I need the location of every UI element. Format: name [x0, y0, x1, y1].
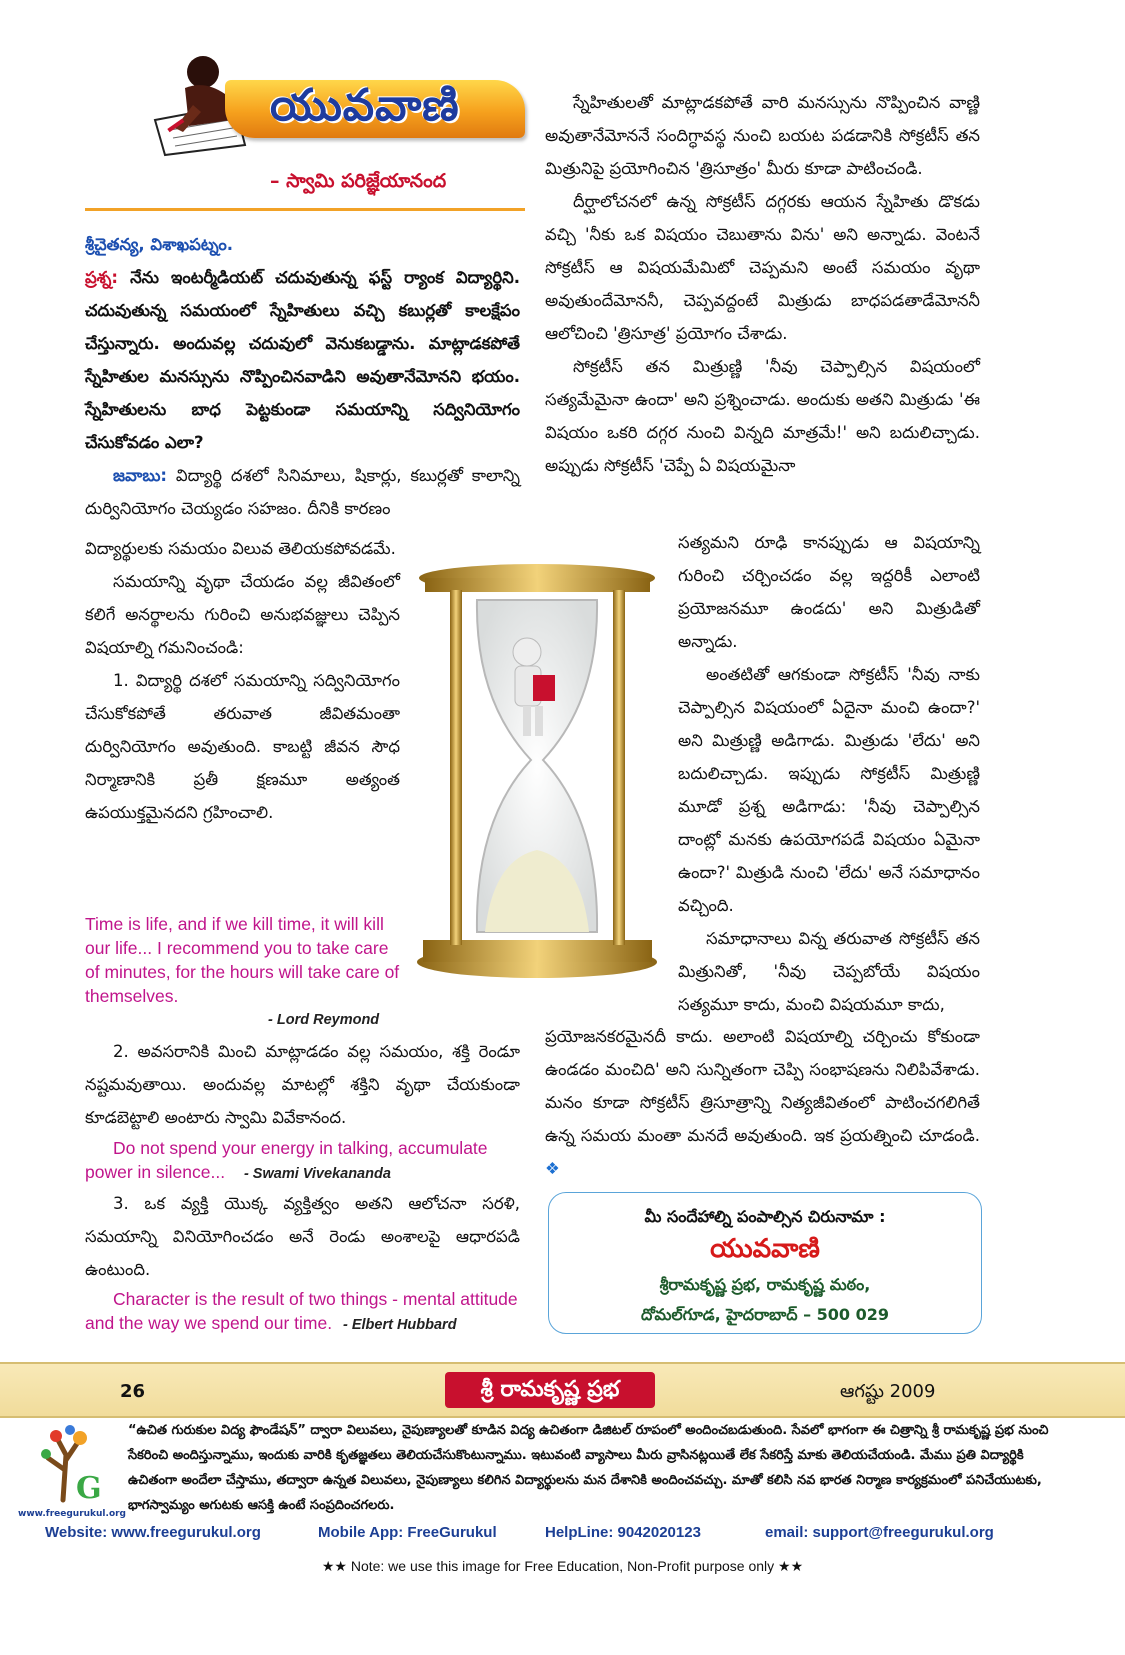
author-name: – స్వామి పరిజ్ఞేయానంద: [270, 170, 447, 192]
quote-1-author: - Lord Reymond: [268, 1012, 380, 1028]
question-text: నేను ఇంటర్మీడియట్ చదువుతున్న ఫస్ట్ ర్యాంక విద్యార్థిని. చదువుతున్న సమయంలో స్నేహితులు వచ్చి కబుర్లతో కాలక్షేపం చేస్తున్నారు. అందువల్ల చదువులో వెనుకబడ్డాను. మాట్లాడకపోతే స్నేహితుల మనస్సును నొప్పించినవాడిని అవుతానేమోనని భయం. స్నేహితులను బాధ పెట్టకుండా సమయాన్ని సద్వినియోగం చేసుకోవడం ఎలా?: [85, 268, 520, 452]
address-label: మీ సందేహాల్ని పంపాల్సిన చిరునామా :: [644, 1207, 886, 1226]
mobile-app-link[interactable]: Mobile App: FreeGurukul: [318, 1524, 497, 1541]
quote-3-author: - Elbert Hubbard: [342, 1317, 457, 1333]
issue-date: ఆగష్టు 2009: [840, 1381, 936, 1402]
answer-line1: విద్యార్థి దశలో సినిమాలు, షికార్లు, కబుర్లతో కాలాన్ని దుర్వినియోగం చెయ్యడం సహజం. దీనికి కారణం: [85, 466, 520, 518]
left-column-mid: [85, 532, 400, 829]
right-paragraph-2: దీర్ఘాలోచనలో ఉన్న సోక్రటీస్ దగ్గరకు ఆయన స్నేహితు డొకడు వచ్చి 'నీకు ఒక విషయం చెబుతాను విను' అని అన్నాడు. వెంటనే సోక్రటీస్ ఆ విషయమేమిటో చెప్పమని అంటే సమయం వృథా అవుతుందేమోననీ, చెప్పవద్దంటే మిత్రుడు బాధపడతాడేమోననీ ఆలోచించి 'త్రిసూత్ర' ప్రయోగం చేశాడు.: [545, 192, 980, 343]
logo-site-text: www.freegurukul.org: [18, 1509, 127, 1519]
website-link[interactable]: Website: www.freegurukul.org: [45, 1524, 261, 1541]
helpline-number[interactable]: HelpLine: 9042020123: [545, 1524, 701, 1541]
quote-2-author: - Swami Vivekananda: [243, 1166, 391, 1182]
quote-3: Character is the result of two things - mental attitude and the way we spend our time.: [85, 1289, 518, 1333]
end-diamond-icon: ❖: [545, 1159, 560, 1178]
question-label: ప్రశ్న:: [85, 268, 118, 287]
yuvavani-banner: [145, 50, 525, 160]
sender-name: శ్రీచైతన్య, విశాఖపట్నం.: [85, 235, 234, 254]
magazine-title: శ్రీ రామకృష్ణ ప్రభ: [445, 1372, 655, 1408]
freegurukul-logo: [18, 1420, 127, 1525]
point-2-block: [85, 1035, 520, 1134]
quote-2: Do not spend your energy in talking, accumulate power in silence...: [85, 1138, 488, 1182]
right-paragraph-3a: సోక్రటీస్ తన మిత్రుణ్ణి 'నీవు చెప్పాల్సిన విషయంలో సత్యమేమైనా ఉందా' అని ప్రశ్నించాడు. అందుకు అతని మిత్రుడు 'ఈ విషయం ఒకరి దగ్గర నుంచి విన్నది మాత్రమే!' అని బదులిచ్చాడు. అప్పుడు సోక్రటీస్ 'చెప్పే ఏ విషయమైనా: [545, 357, 980, 475]
page-number: 26: [120, 1381, 146, 1402]
quote-3-block: [85, 1287, 520, 1337]
left-column-top: [85, 228, 520, 525]
usage-note: ★★ Note: we use this image for Free Education, Non-Profit purpose only ★★: [321, 1558, 804, 1574]
divider: [85, 208, 525, 211]
right-paragraph-3b: సత్యమని రూఢి కానప్పుడు ఆ విషయాన్ని గురించి చర్చించడం వల్ల ఇద్దరికీ ఎలాంటి ప్రయోజనమూ ఉండదు' అని మిత్రుడితో అన్నాడు.: [678, 533, 980, 651]
quote-1: Time is life, and if we kill time, it will kill our life... I recommend you to take care of minutes, for the hours will take care of themselves.: [85, 914, 400, 1006]
foundation-note: “ఉచిత గురుకుల విద్య ఫౌండేషన్” ద్వారా విలువలు, నైపుణ్యాలతో కూడిన విద్య ఉచితంగా డిజిటల్ రూపంలో అందించబడుతుంది. సేవలో భాగంగా ఈ చిత్రాన్ని శ్రీ రామకృష్ణ ప్రభ నుంచి సేకరించి అందిస్తున్నాము, ఇందుకు వారికి కృతజ్ఞతలు తెలియచేసుకొంటున్నాము. ఇటువంటి వ్యాసాలు మీరు వ్రాసినట్లయితే లేక సేకరిస్తే మాకు తెలియచేయండి. మేము ప్రతి విద్యార్థికి ఉచితంగా అందేలా చేస్తాము, తద్వారా ఉన్నత విలువలు, నైపుణ్యాలు కలిగిన విద్యార్థులను మన దేశానికి అందించవచ్చు. మాతో కలిసి నవ భారత నిర్మాణ కార్యక్రమంలో పనిచేయుటకు, భాగస్వామ్యం అగుటకు ఆసక్తి ఉంటే సంప్రదించగలరు.: [128, 1423, 1049, 1513]
right-column-bottom: [545, 1020, 980, 1185]
point-2: 2. అవసరానికి మించి మాట్లాడడం వల్ల సమయం, శక్తి రెండూ నష్టమవుతాయి. అందువల్ల మాటల్లో శక్తిని వృథా చేయకుండా కూడబెట్టాలి అంటారు స్వామి వివేకానంద.: [85, 1042, 520, 1127]
svg-text:G: G: [76, 1471, 102, 1505]
right-column-mid: [678, 526, 980, 1021]
answer-label: జవాబు:: [113, 466, 168, 485]
right-paragraph-5a: సమాధానాలు విన్న తరువాత సోక్రటీస్ తన మిత్రునితో, 'నీవు చెప్పబోయే విషయం సత్యమూ కాదు, మంచి విషయమూ కాదు,: [678, 929, 980, 1014]
address-line-2: దోమల్‌గూడ, హైదరాబాద్ – 500 029: [640, 1305, 890, 1324]
banner-title: యువవాణి: [270, 80, 460, 131]
address-title: యువవాణి: [710, 1234, 820, 1264]
right-paragraph-1: స్నేహితులతో మాట్లాడకపోతే వారి మనస్సును నొప్పించిన వాణ్ణి అవుతానేమోననే సందిగ్ధావస్థ నుంచి బయట పడడానికి సోక్రటీస్ తన మిత్రునిపై ప్రయోగించిన 'త్రిసూత్రం' మీరు కూడా పాటించండి.: [545, 93, 980, 178]
answer-line2: విద్యార్థులకు సమయం విలువ తెలియకపోవడమే.: [85, 539, 396, 558]
point-1: 1. విద్యార్థి దశలో సమయాన్ని సద్వినియోగం చేసుకోకపోతే తరువాత జీవితమంతా దుర్వినియోగం అవుతుంది. కాబట్టి జీవన సౌధ నిర్మాణానికి ప్రతీ క్షణమూ అత్యంత ఉపయుక్తమైనదని గ్రహించాలి.: [85, 671, 400, 822]
tree-logo-icon: [18, 1420, 118, 1505]
address-box: [548, 1192, 982, 1334]
right-column-top: [545, 86, 980, 482]
hourglass-icon: [415, 560, 660, 980]
point-3-block: [85, 1187, 520, 1286]
paragraph-2: సమయాన్ని వృథా చేయడం వల్ల జీవితంలో కలిగే అనర్థాలను గురించి అనుభవజ్ఞులు చెప్పిన విషయాల్ని గమనించండి:: [85, 572, 400, 657]
address-line-1: శ్రీరామకృష్ణ ప్రభ, రామకృష్ణ మఠం,: [659, 1275, 871, 1294]
quote-2-block: [85, 1136, 520, 1186]
email-link[interactable]: email: support@freegurukul.org: [765, 1524, 994, 1541]
right-paragraph-4: అంతటితో ఆగకుండా సోక్రటీస్ 'నీవు నాకు చెప్పాల్సిన విషయంలో ఏదైనా మంచి ఉందా?' అని మిత్రుణ్ణి అడిగాడు. మిత్రుడు 'లేదు' అని బదులిచ్చాడు. ఇప్పుడు సోక్రటీస్ మిత్రుణ్ణి మూడో ప్రశ్న అడిగాడు: 'నీవు చెప్పాల్సిన దాంట్లో మనకు ఉపయోగపడే విషయం ఏమైనా ఉందా?' మిత్రుడి నుంచి 'లేదు' అనే సమాధానం వచ్చింది.: [678, 665, 980, 915]
point-3: 3. ఒక వ్యక్తి యొక్క వ్యక్తిత్వం అతని ఆలోచనా సరళి, సమయాన్ని వినియోగించడం అనే రెండు అంశాలపై ఆధారపడి ఉంటుంది.: [85, 1194, 520, 1279]
right-paragraph-5b: ప్రయోజనకరమైనదీ కాదు. అలాంటి విషయాల్ని చర్చించు కోకుండా ఉండడం మంచిది' అని సున్నితంగా చెప్పి సంభాషణను నిలిపివేశాడు. మనం కూడా సోక్రటీస్ త్రిసూత్రాన్ని నిత్యజీవితంలో పాటించగలిగితే ఉన్న సమయ మంతా మనదే అవుతుంది. ఇక ప్రయత్నించి చూడండి.: [545, 1027, 980, 1145]
